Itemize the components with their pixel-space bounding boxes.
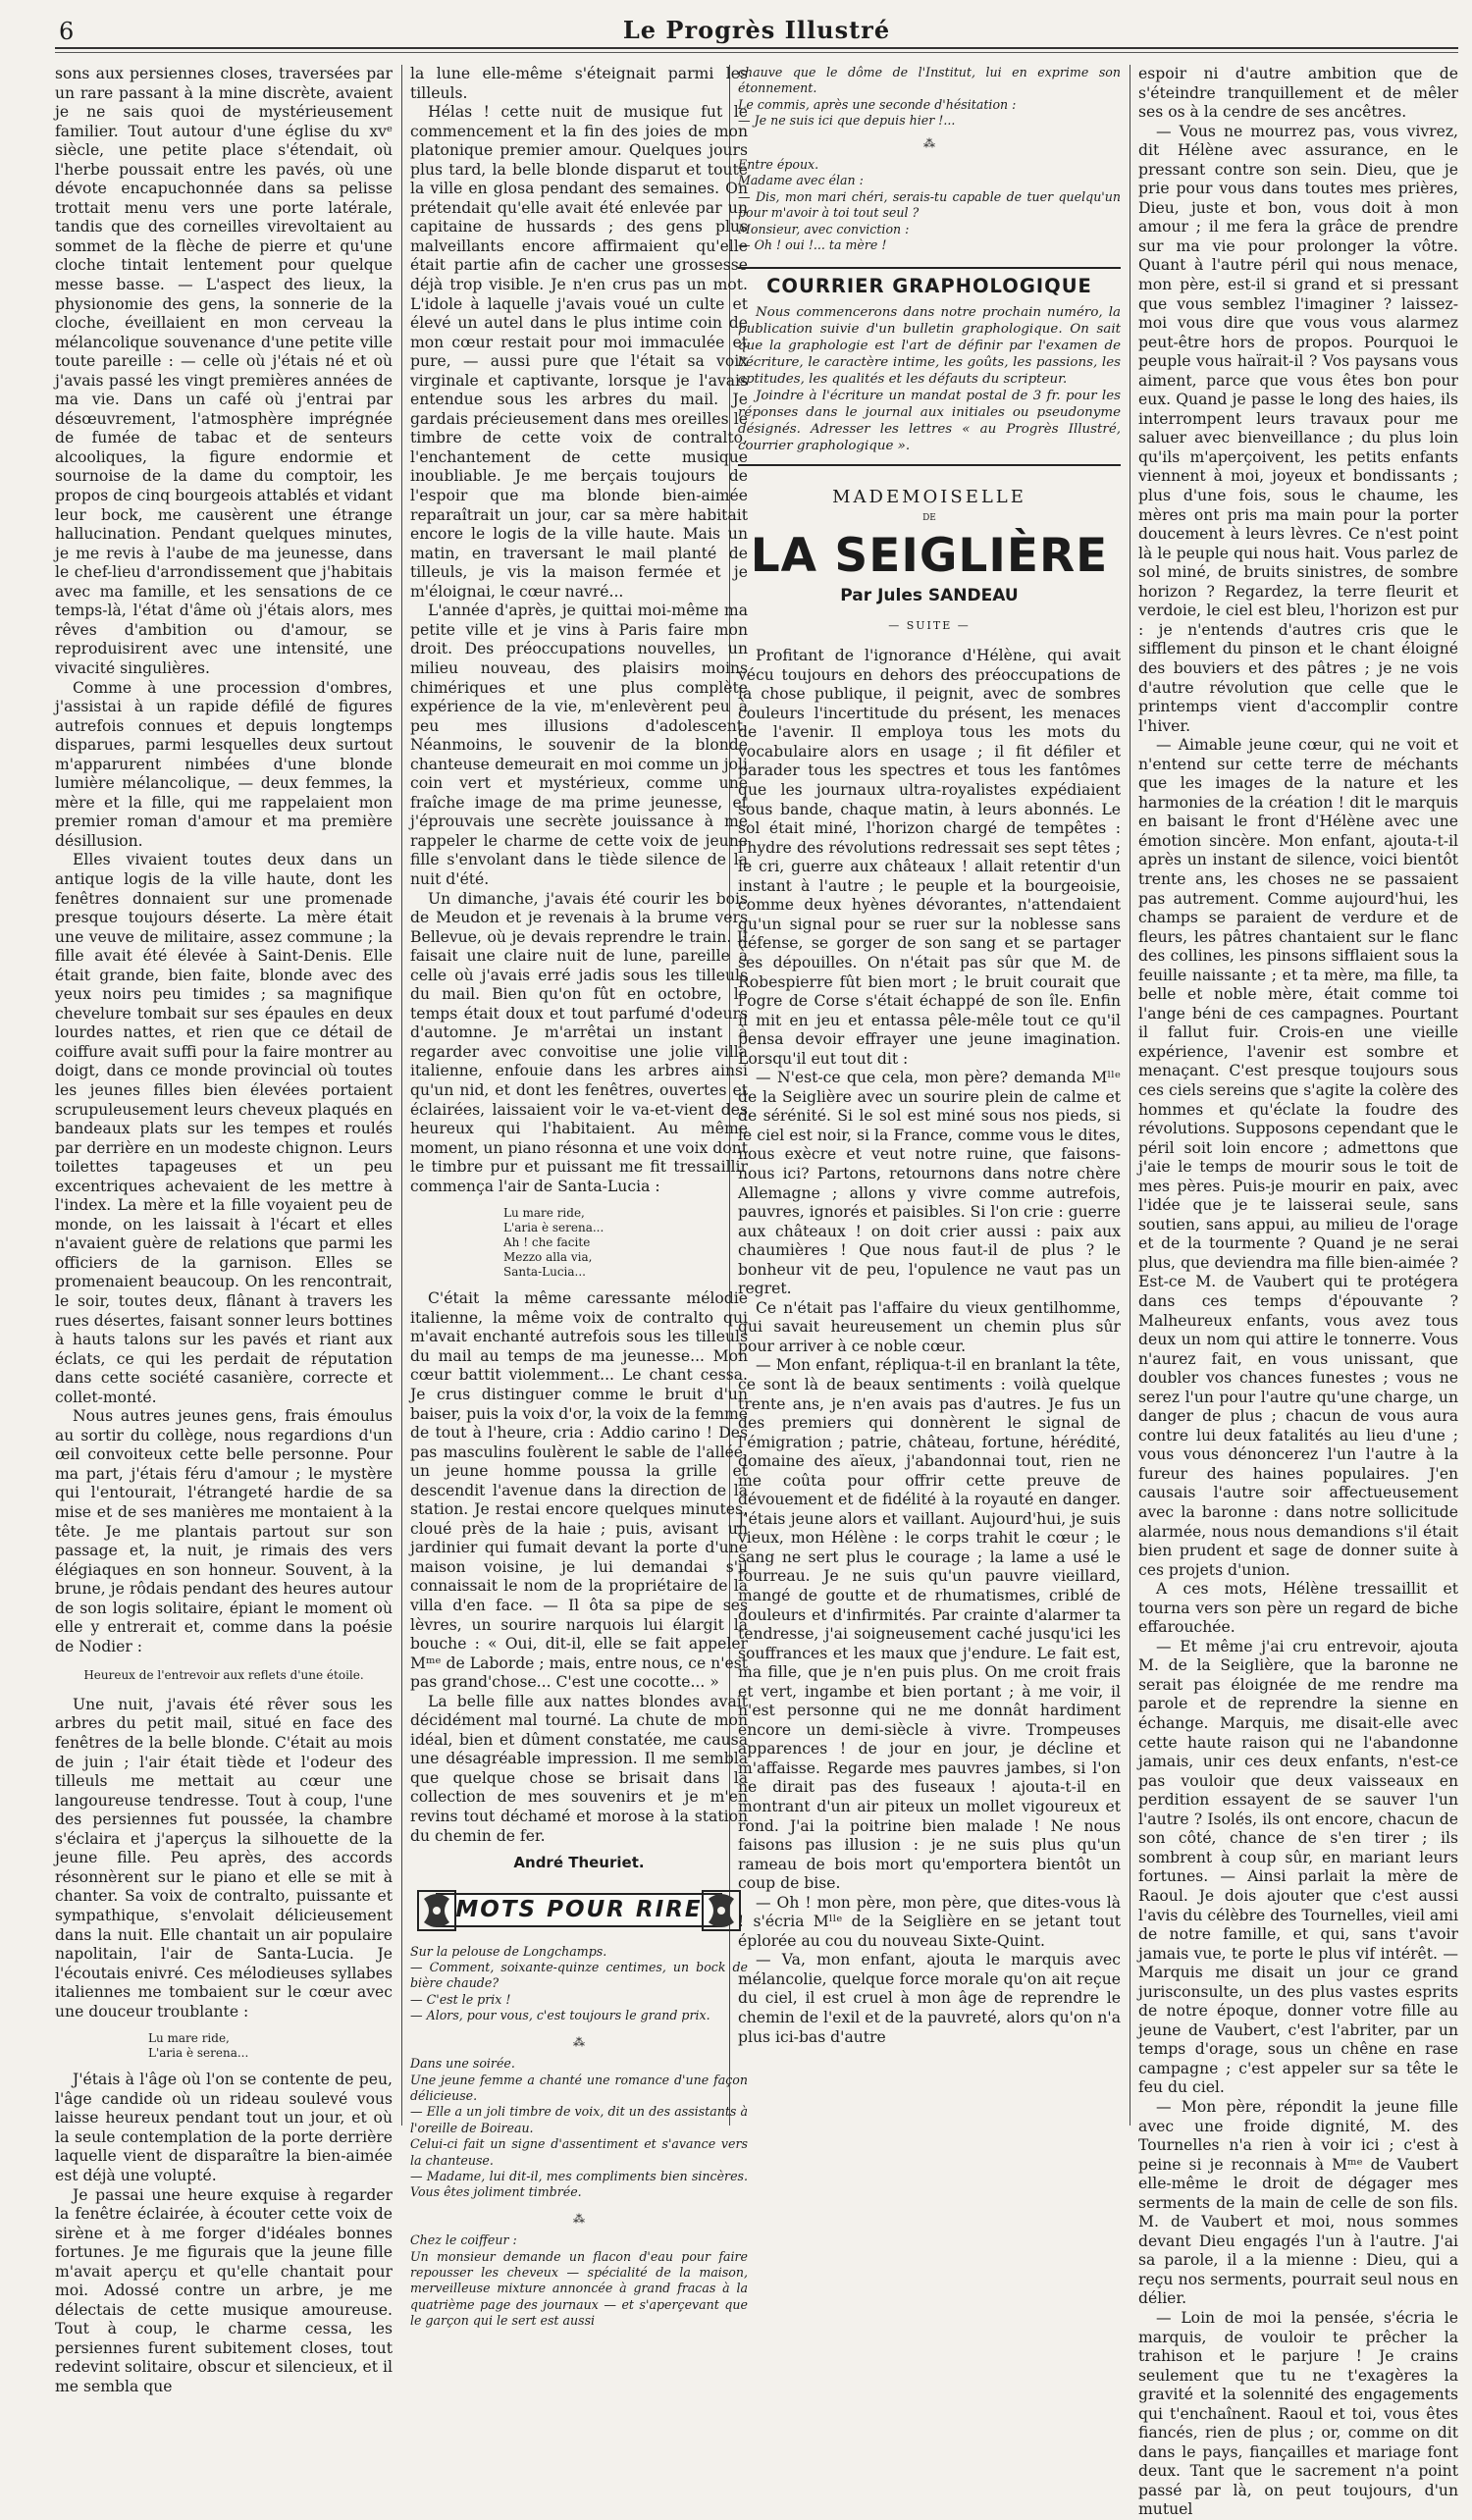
journal-title: Le Progrès Illustré [622,16,891,44]
paragraph: — Aimable jeune cœur, qui ne voit et n'entend sur cette terre de méchants que les images de la nature et les harmonies de la création ! dit le marquis en baisant le front d'Hélène avec une émotion sincère. Mon enfant, ajouta-t-il après un instant de silence, voici bientôt trente ans, les choses ne se passaient pas autrement. Comme aujourd'hui, les champs se paraient de verdure et de fleurs, les pâtres chantaient sur le flanc des collines, les pinsons sifflaient sous la feuille naissante ; et ta mère, ma fille, ta belle et noble mère, était comme toi l'ange béni de ces campagnes. Pourtant il fallut fuir. Crois-en une vieille expérience, l'avenir est sombre et menaçant. C'est presque toujours sous ces ciels sereins que s'agite la colère des hommes et qu'éclate la foudre des révolutions. Supposons cependant que le péril soit loin encore ; admettons que j'aie le temps de mourir sous le toit de mes pères. Puis-je mourir en paix, avec l'idée que je te laisserai seule, sans soutien, sans appui, au milieu de l'orage et de la tourmente ? Quand je ne serai plus, que deviendra ma fille bien-aimée ? Est-ce M. de Vaubert qui te protégera dans ces temps d'épouvante ? Malheureux enfants, vous avez tous deux un nom qui attire le tonnerre. Vous n'aurez fait, en vous unissant, que doubler vos chances funestes ; vous ne serez l'un pour l'autre qu'une charge, un danger de plus ; chacun de vous aura contre lui deux fatalités au lieu d'une ; vous vous dénoncerez l'un l'autre à la fureur des haines populaires. J'en causais l'autre soir affectueusement avec la baronne : dans notre sollicitude alarmée, nous nous demandions s'il était bien prudent et sage de donner suite à ces projets d'union. [1138,736,1458,1579]
novel-author: Par Jules SANDEAU [840,586,1019,606]
novel-suite: — SUITE — [888,618,971,632]
joke-line: Un monsieur demande un flacon d'eau pour faire repousser les cheveux — spécialité de la maison, merveilleuse mixture annoncée à grand fracas à la quatrième page des journaux — et s'aperçevant que le garçon qui le sert est aussi [410,2248,748,2329]
joke [410,2232,748,2329]
paragraph: J'étais à l'âge où l'on se contente de peu, l'âge candide où un rideau soulevé vous laisse heureux pendant tout un jour, et où la seule contemplation de la porte derrière laquelle vient de disparaître la bien-aimée est déjà une volupté. [55,2071,393,2184]
joke-line: Entre époux. [738,157,819,173]
joke-line: chauve que le dôme de l'Institut, lui en exprime son étonnement. [738,65,1121,96]
joke-line: — C'est le prix ! [410,1991,511,2007]
joke-line: Monsieur, avec conviction : [738,221,910,236]
section-title: MOTS POUR RIRE [436,1893,721,1928]
paragraph: A ces mots, Hélène tressaillit et tourna vers son père un regard de biche effarouchée. [1138,1580,1458,1637]
verse-line: L'aria è serena... [148,2046,249,2061]
courrier-text [738,304,1121,454]
joke-line: Une jeune femme a chanté une romance d'une façon délicieuse. [410,2072,748,2103]
verse-line: Santa-Lucia... [503,1265,586,1280]
joke-line: — Elle a un joli timbre de voix, dit un des assistants à l'oreille de Boireau. [410,2104,748,2135]
section-title: COURRIER GRAPHOLOGIQUE [766,275,1092,298]
separator-stars: ⁂ [573,2034,585,2049]
column-1 [55,65,393,2395]
joke [410,2056,748,2201]
paragraph: Joindre à l'écriture un mandat postal de 3 fr. pour les réponses dans le journal aux initiales ou pseudonyme désignés. Adresser les lettres « au Progrès Illustré, courrier graphologique ». [738,389,1121,454]
paragraph: Profitant de l'ignorance d'Hélène, qui avait vécu toujours en dehors des préoccupations de la chose publique, il peignit, avec de sombres couleurs l'incertitude du présent, les menaces de l'avenir. Il employa tous les mots du vocabulaire alors en usage ; il fit défiler et parader tous les spectres et tous les fantômes que les journaux ultra-royalistes expédiaient sous bande, chaque matin, à leurs abonnés. Le sol était miné, l'horizon chargé de tempêtes : l'hydre des révolutions redressait ses sept têtes ; le cri, guerre aux châteaux ! allait retentir d'un instant à l'autre ; le peuple et la bourgeoisie, comme deux hyènes dévorantes, n'attendaient qu'un signal pour se ruer sur la noblesse sans défense, se gorger de son sang et se partager ses dépouilles. On n'était pas sûr que M. de Robespierre fût bien mort ; le bruit courait que l'ogre de Corse s'était échappé de son île. Enfin il mit en jeu et entassa pêle-mêle tout ce qu'il pensa devoir effrayer une jeune imagination. Lorsqu'il eut tout dit : [738,647,1121,1068]
song-verse [148,2031,393,2061]
paragraph: — Mon père, répondit la jeune fille avec une froide dignité, M. des Tournelles n'a rien à voir ici ; c'est à peine si je reconnais à Mᵐᵉ de Vaubert elle-même le droit de dégager mes serments de la main de celle de son fils. M. de Vaubert et moi, nous sommes devant Dieu engagés l'un à l'autre. J'ai sa parole, il a la mienne : Dieu, qui a reçu nos serments, pourrait seul nous en délier. [1138,2097,1458,2308]
column-divider [401,65,402,2126]
novel-supertitle: MADEMOISELLE [832,487,1026,508]
novel-title: LA SEIGLIÈRE [750,529,1109,584]
paragraph: La belle fille aux nattes blondes avait décidément mal tourné. La chute de mon idéal, bien et dûment constatée, me causa une désagréable impression. Il me sembla que quelque chose se brisait dans la collection de mes souvenirs et je m'en revins tout déchamé et morose à la station du chemin de fer. [410,1692,748,1845]
jokes-continued [738,65,1121,253]
joke-line: Le commis, après une seconde d'hésitation : [738,96,1017,112]
paragraph: Une nuit, j'avais été rêver sous les arbres du petit mail, situé en face des fenêtres de la belle blonde. C'était au mois de juin ; l'air était tiède et l'odeur des tilleuls me mettait au cœur une langoureuse tendresse. Tout à coup, l'une des persiennes fut poussée, la chambre s'éclaira et j'aperçus la silhouette de la jeune fille. Peu après, des accords résonnèrent sur le piano et elle se mit à chanter. Sa voix de contralto, puissante et sympathique, s'envolait délicieusement dans la nuit. Elle chantait un air populaire napolitain, l'air de Santa-Lucia. Je l'écoutais enivré. Ces mélodieuses syllabes italiennes me tombaient sur le cœur avec une douceur troublante : [55,1695,393,2021]
masthead [55,14,1458,49]
courrier-graphologique [738,267,1121,466]
verse-line: L'aria è serena... [503,1221,605,1235]
paragraph: C'était la même caressante mélodie italienne, la même voix de contralto qui m'avait enchanté autrefois sous les tilleuls du mail au temps de ma jeunesse... Mon cœur battit violemment... Le chant cessa. Je crus distinguer comme le bruit d'un baiser, puis la voix d'or, la voix de la femme de tout à l'heure, cria : Addio carino ! Des pas masculins foulèrent le sable de l'allée, un jeune homme poussa la grille et descendit l'avenue dans la direction de la station. Je restai encore quelques minutes, cloué près de la haie ; puis, avisant un jardinier qui fumait devant la porte d'une maison voisine, je lui demandai s'il connaissait le nom de la propriétaire de la villa d'en face. — Il ôta sa pipe de ses lèvres, un sourire narquois lui élargit la bouche : « Oui, dit-il, elle se fait appeler Mᵐᵉ de Laborde ; mais, entre nous, ce n'est pas grand'chose... C'est une cocotte... » [410,1289,748,1692]
paragraph: Elles vivaient toutes deux dans un antique logis de la ville haute, dont les fenêtres donnaient sur une promenade presque toujours déserte. La mère était une veuve de militaire, assez commune ; la fille avait été élevée à Saint-Denis. Elle était grande, bien faite, blonde avec des yeux noirs peu timides ; sa magnifique chevelure tombait sur ses épaules en deux lourdes nattes, et rien que ce détail de coiffure avait suffi pour la faire montrer au doigt, dans ce monde provincial où toutes les jeunes filles bien élevées portaient scrupuleusement leurs cheveux plaqués en bandeaux plats sur les tempes et roulés par derrière en un modeste chignon. Leurs toilettes tapageuses et un peu excentriques achevaient de les mettre à l'index. La mère et la fille voyaient peu de monde, on les laissait à l'écart et elles n'avaient guère de relations que parmi les officiers de la garnison. Elles se promenaient beaucoup. On les rencontrait, le soir, toutes deux, flânant à travers les rues désertes, faisant sonner leurs bottines à hauts talons sur les pavés et riant aux éclats, ce qui les perdait de réputation dans cette société casanière, correcte et collet-monté. [55,851,393,1406]
joke-line: — Alors, pour vous, c'est toujours le grand prix. [410,2008,710,2023]
joke-line: — Madame, lui dit-il, mes compliments bien sincères. Vous êtes joliment timbrée. [410,2168,748,2200]
joke-line: — Je ne suis ici que depuis hier !... [738,113,956,129]
paragraph: Nous commencerons dans notre prochain numéro, la publication suivie d'un bulletin graphologique. On sait que la graphologie est l'art de définir par l'examen de l'écriture, le caractère intime, les goûts, les passions, les aptitudes, les qualités et les défauts du scripteur. [738,305,1121,388]
paragraph: — Va, mon enfant, ajouta le marquis avec mélancolie, quelque force morale qu'on ait reçue du ciel, il est cruel à mon âge de reprendre le chemin de l'exil et de la pauvreté, alors qu'on n'a plus ici-bas d'autre [738,1951,1121,2046]
jokes-section [410,1944,748,2330]
verse-line: Mezzo alla via, [503,1250,593,1265]
paragraph: — Vous ne mourrez pas, vous vivrez, dit Hélène avec assurance, en le pressant contre son sein. Dieu, que je prie pour vous dans toutes mes prières, Dieu, juste et bon, vous doit à mon amour ; il me fera la grâce de prendre sur ma vie pour prolonger la vôtre. Quant à l'autre péril qui nous menace, mon père, est-il si grand et si pressant que vous semblez l'imaginer ? laissez-moi vous dire que vous vous alarmez peut-être hors de propos. Pourquoi le peuple vous haïrait-il ? Vos paysans vous aiment, parce que vous êtes bon pour eux. Quand je passe le long des haies, ils interrompent leurs travaux pour me saluer avec bienveillance ; du plus loin qu'ils m'aperçoivent, les petits enfants viennent à moi, joyeux et bondissants ; plus d'une fois, sous le chaume, les mères ont pris ma main pour la porter doucement à leurs lèvres. Ce n'est point là le peuple qui nous hait. Vous parlez de sol miné, de bruits sinistres, de sombre horizon ? Regardez, la terre fleurit et verdoie, le ciel est bleu, l'horizon est pur : je n'entends d'autres cris que le sifflement du pinson et le chant éloigné des bouviers et des pâtres ; je ne vois d'autre révolution que celle que le printemps vient d'accomplir contre l'hiver. [1138,122,1458,735]
joke [410,1944,748,2024]
joke-line: — Dis, mon mari chéri, serais-tu capable de tuer quelqu'un pour m'avoir à toi tout seul ? [738,188,1121,221]
column-3 [738,65,1121,2126]
quoted-verse: Heureux de l'entrevoir aux reflets d'une étoile. [83,1668,364,1683]
paragraph: — Et même j'ai cru entrevoir, ajouta M. de la Seiglière, que la baronne ne serait pas éloignée de me rendre ma parole et de reprendre la sienne en échange. Marquis, me disait-elle avec cette haute raison qui ne l'abandonne jamais, unir ces deux enfants, n'est-ce pas vouloir que deux vaisseaux en perdition essayent de se sauver l'un l'autre ? Isolés, ils ont encore, chacun de son côté, chance de s'en tirer ; ils sombrent à coup sûr, en mariant leurs fortunes. — Ainsi parlait la mère de Raoul. Je dois ajouter que c'est aussi l'avis du célèbre des Tournelles, vieil ami de notre famille, et qui, sans t'avoir jamais vue, te porte le plus vif intérêt. — Marquis me disait un jour ce grand jurisconsulte, un des plus vastes esprits de notre époque, donner votre fille au jeune de Vaubert, c'est l'abriter, par un temps d'orage, sous un chêne en rase campagne ; c'est appeler sur sa tête le feu du ciel. [1138,1637,1458,2097]
ornament-icon [414,1887,459,1934]
separator-stars: ⁂ [923,135,935,150]
separator-stars: ⁂ [573,2211,585,2226]
paragraph: Un dimanche, j'avais été courir les bois de Meudon et je revenais à la brume vers Bellevue, où je devais reprendre le train. Il faisait une claire nuit de lune, pareille à celle où j'avais erré jadis sous les tilleuls du mail. Bien qu'on fût en octobre, le temps était doux et tout parfumé d'odeurs d'automne. Je m'arrêtai un instant à regarder avec convoitise une jolie villa italienne, enfouie dans les arbres ainsi qu'un nid, et dont les fenêtres, ouvertes et éclairées, laissaient voir le va-et-vient des heureux qui l'habitaient. Au même moment, un piano résonna et une voix dont le timbre pur et puissant me fit tressaillir commença l'air de Santa-Lucia : [410,889,748,1195]
paragraph: L'année d'après, je quittai moi-même ma petite ville et je vins à Paris faire mon droit. Des préoccupations nouvelles, un milieu nouveau, des plaisirs moins chimériques et une plus complète expérience de la vie, m'enlevèrent peu à peu mes illusions d'adolescent. Néanmoins, le souvenir de la blonde chanteuse demeurait en moi comme un joli coin vert et mystérieux, comme une fraîche image de ma prime jeunesse, et j'éprouvais une secrète jouissance à me rappeler le charme de cette voix de jeune fille s'envolant dans le tiède silence de la nuit d'été. [410,602,748,888]
joke-line: Chez le coiffeur : [410,2232,517,2248]
column-2 [410,65,748,2329]
joke-line: Madame avec élan : [738,173,864,188]
paragraph: la lune elle-même s'éteignait parmi les tilleuls. [410,65,748,102]
paragraph: — N'est-ce que cela, mon père? demanda Mˡˡᵉ de la Seiglière avec un sourire plein de calme et de sérénité. Si le sol est miné sous nos pieds, si le ciel est noir, si la France, comme vous le dites, nous exècre et veut notre ruine, que faisons-nous ici? Partons, retournons dans notre chère Allemagne ; allons y vivre comme autrefois, pauvres, ignorés et paisibles. Si l'on crie : guerre aux châteaux ! on doit crier aussi : paix aux chaumières ! Que nous faut-il de plus ? le bonheur vit de peu, l'opulence ne vaut pas un regret. [738,1069,1121,1298]
song-verse [503,1206,748,1280]
page-number: 6 [59,18,75,45]
paragraph: — Oh ! mon père, mon père, que dites-vous là ! s'écria Mˡˡᵉ de la Seiglière en se jetant tout éplorée au cou du nouveau Sixte-Quint. [738,1893,1121,1950]
paragraph: sons aux persiennes closes, traversées par un rare passant à la mine discrète, avaient je ne sais quoi de mystérieusement familier. Tout autour d'une église du xvᵉ siècle, une petite place s'étendait, où l'herbe poussait entre les pavés, où une dévote encapuchonnée dans sa pelisse trottait menu vers une porte latérale, tandis que des corneilles virevoltaient au sommet de la flèche de pierre et qu'une cloche tintait lentement pour quelque messe basse. — L'aspect des lieux, la physionomie des gens, la sonnerie de la cloche, éveillaient en mon cerveau la mélancolique souvenance d'une petite ville toute pareille : — celle où j'étais né et où j'avais passé les vingt premières années de ma vie. Dans un café où j'entrai par désœuvrement, l'atmosphère imprégnée de fumée de tabac et de senteurs alcooliques, la figure endormie et sournoise de la dame du comptoir, les propos de cinq bourgeois attablés et vidant leur bock, me causèrent une étrange hallucination. Pendant quelques minutes, je me revis à l'aube de ma jeunesse, dans le chef-lieu d'arrondissement que j'habitais avec ma famille, et les sensations de ce temps-là, l'état d'âme où j'étais alors, mes rêves d'ambition ou d'amour, se reproduisirent avec une intensité, une vivacité singulières. [55,65,393,677]
verse-line: Ah ! che facite [503,1235,591,1250]
novel-particle: DE [922,512,936,523]
joke-line: — Oh ! oui !... ta mère ! [738,237,887,253]
paragraph: espoir ni d'autre ambition que de s'éteindre tranquillement et de mêler ses os à la cendre de ses ancêtres. [1138,65,1458,122]
author-signature: André Theuriet. [513,1854,645,1872]
joke-line: Dans une soirée. [410,2056,515,2072]
paragraph: Comme à une procession d'ombres, j'assistai à un rapide défilé de figures autrefois connues et depuis longtemps disparues, parmi lesquelles deux surtout m'apparurent nimbées d'une blonde lumière mélancolique, — deux femmes, la mère et la fille, qui me rappelaient mon premier roman d'amour et ma première désillusion. [55,678,393,850]
paragraph: — Loin de moi la pensée, s'écria le marquis, de vouloir te prêcher la trahison et le parjure ! Je crains seulement que tu ne t'exagères la gravité et la solennité des engagements qui t'enchaînent. Raoul et toi, vous êtes fiancés, rien de plus ; or, comme on dit dans le pays, fiançailles et mariage font deux. Tant que le sacrement n'a point passé par là, on peut toujours, d'un mutuel [1138,2308,1458,2519]
paragraph: Ce n'était pas l'affaire du vieux gentilhomme, qui savait heureusement un chemin plus sûr pour arriver à ce noble cœur. [738,1298,1121,1355]
verse-line: Lu mare ride, [148,2031,230,2046]
joke-line: Celui-ci fait un signe d'assentiment et s'avance vers la chanteuse. [410,2136,748,2168]
joke-line: Sur la pelouse de Longchamps. [410,1943,607,1959]
verse-line: Lu mare ride, [503,1206,585,1221]
joke-line: — Comment, soixante-quinze centimes, un bock de bière chaude? [410,1960,748,1991]
paragraph: — Mon enfant, répliqua-t-il en branlant la tête, ce sont là de beaux sentiments : voilà quelque trente ans, je n'en avais pas d'autres. Je fus un des premiers qui donnèrent le signal de l'émigration ; patrie, château, fortune, hérédité, domaine des aïeux, j'abandonnai tout, rien ne me coûta pour offrir cette preuve de dévouement et de fidélité à la royauté en danger. J'étais jeune alors et vaillant. Aujourd'hui, je suis vieux, mon Hélène : le corps trahit le cœur ; le sang ne sert plus le courage ; la lame a usé le fourreau. Je ne suis qu'un pauvre vieillard, mangé de goutte et de rhumatismes, criblé de douleurs et d'infirmités. Par crainte d'alarmer ta tendresse, j'ai soigneusement caché jusqu'ici les souffrances et les maux que j'endure. Le fait est, ma fille, que je n'en puis plus. On me croit frais et vert, ingambe et bien portant ; à me voir, il n'est personne qui ne me donnât hardiment encore un demi-siècle à vivre. Trompeuses apparences ! de jour en jour, je décline et m'affaisse. Regarde mes pauvres jambes, si l'on ne dirait pas des fuseaux ! ajouta-t-il en montrant d'un air piteux un mollet vigoureux et rond. J'ai la poitrine bien malade ! Ne nous faisons pas illusion : je ne suis plus qu'un rameau de bois mort qu'emportera bientôt un coup de bise. [738,1356,1121,1893]
paragraph: Hélas ! cette nuit de musique fut le commencement et la fin des joies de mon platonique premier amour. Quelques jours plus tard, la belle blonde disparut et toute la ville en glosa pendant des semaines. On prétendait qu'elle avait été enlevée par un capitaine de hussards ; des gens plus malveillants encore affirmaient qu'elle était partie afin de cacher une grossesse déjà trop visible. Je n'en crus pas un mot. L'idole à laquelle j'avais voué un culte et élevé un autel dans le plus intime coin de mon cœur restait pour moi immaculée et pure, — aussi pure que l'était sa voix virginale et captivante, lorsque je l'avais entendue sous les arbres du mail. Je gardais précieusement dans mes oreilles le timbre de cette voix de contralto, l'enchantement de cette musique inoubliable. Je me berçais toujours de l'espoir que ma blonde bien-aimée reparaîtrait un jour, car sa mère habitait encore le logis de la ville haute. Mais un matin, en traversant le mail planté de tilleuls, je vis la maison fermée et je m'éloignai, le cœur navré... [410,103,748,601]
paragraph: Nous autres jeunes gens, frais émoulus au sortir du collège, nous regardions d'un œil convoiteux cette belle personne. Pour ma part, j'étais féru d'amour ; le mystère qui l'entourait, l'étrangeté hardie de sa mise et de ses manières me montaient à la tête. Je me plantais partout sur son passage et, la nuit, je rimais des vers élégiaques en son honneur. Souvent, à la brune, je rôdais pendant des heures autour de son logis solitaire, épiant le moment où elle y entrerait et, comme dans la poésie de Nodier : [55,1407,393,1655]
article-columns [55,65,1458,2519]
column-4 [1138,65,1458,2519]
paragraph: Je passai une heure exquise à regarder la fenêtre éclairée, à écouter cette voix de sirène et à me forger d'idéales bonnes fortunes. Je me figurais que la jeune fille m'avait aperçu et qu'elle chantait pour moi. Adossé contre un arbre, je me délectais de cette musique amoureuse. Tout à coup, le charme cessa, les persiennes furent subitement closes, tout redevint solitaire, obscur et silencieux, et il me sembla que [55,2185,393,2395]
mots-pour-rire-banner [412,1883,746,1938]
